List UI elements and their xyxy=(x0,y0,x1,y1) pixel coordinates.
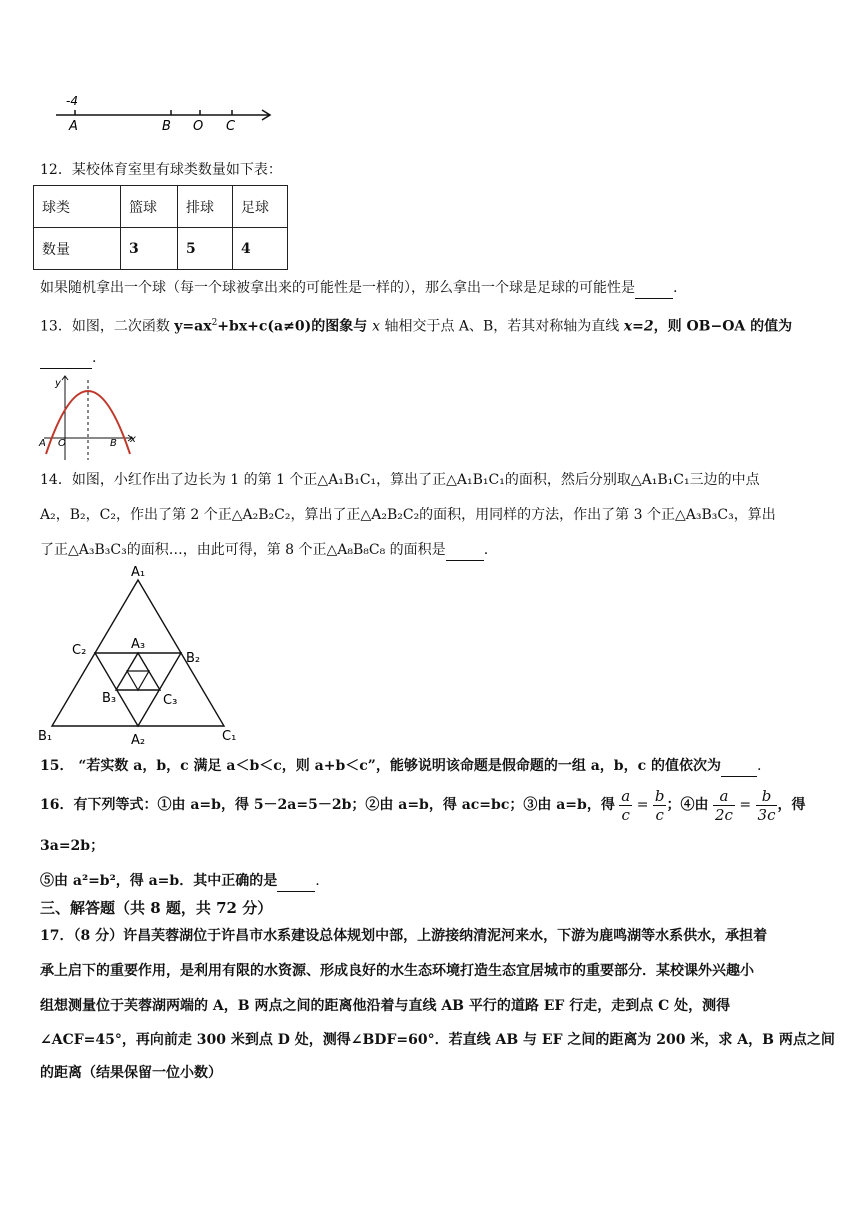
answer-blank xyxy=(721,756,757,777)
table-cell: 3 xyxy=(121,228,178,270)
q13-text: +bx+c(a≠0)的图象与 xyxy=(217,318,373,335)
fraction-num: a xyxy=(621,786,631,805)
label-b1: B₁ xyxy=(38,729,53,744)
table-cell: 球类 xyxy=(34,186,121,228)
label-a2: A₂ xyxy=(131,733,146,748)
q12-stem: 12．某校体育室里有球类数量如下表： xyxy=(40,162,282,178)
q13-text: 轴相交于点 A、B，若其对称轴为直线 xyxy=(380,318,624,335)
q17-line5: 的距离（结果保留一位小数） xyxy=(40,1065,222,1081)
q14-text: 了正△A₃B₃C₃的面积…，由此可得，第 8 个正△A₈B₈C₈ 的面积是 xyxy=(40,542,446,558)
parabola-figure xyxy=(38,372,142,462)
label-a3: A₃ xyxy=(131,637,146,652)
fraction xyxy=(653,787,667,824)
o-label: O xyxy=(58,438,66,449)
tick-value-label: -4 xyxy=(66,94,78,108)
q14-line3 xyxy=(40,540,488,561)
number-line-figure xyxy=(50,88,280,136)
table-cell: 数量 xyxy=(34,228,121,270)
fraction-den: 3c xyxy=(757,805,776,824)
q16-text: 16．有下列等式：①由 a=b，得 5－2a=5－2b；②由 a=b，得 ac=bc；③由 a=b，得 xyxy=(40,797,615,813)
q16-text: ；④由 xyxy=(666,797,709,813)
fraction-num: a xyxy=(713,787,735,806)
q12-end: . xyxy=(673,280,678,296)
q13-text: ，则 OB−OA 的值为 xyxy=(653,318,793,335)
q16-line2: 3a=2b； xyxy=(40,838,105,854)
q13-x-var: x xyxy=(372,318,380,335)
point-c-label: C xyxy=(226,119,236,134)
q13-axis: x=2 xyxy=(623,318,654,335)
point-a-label: A xyxy=(69,119,78,134)
table-cell: 4 xyxy=(233,228,288,270)
fraction-num: b xyxy=(654,786,665,805)
q16-line1 xyxy=(40,783,805,827)
answer-blank xyxy=(635,278,673,299)
equals-sign: = xyxy=(636,797,649,813)
answer-blank xyxy=(277,871,315,892)
label-c3: C₃ xyxy=(163,693,178,708)
fraction xyxy=(713,787,735,824)
table-cell: 篮球 xyxy=(121,186,178,228)
fraction-num: b xyxy=(756,787,778,806)
answer-blank xyxy=(40,348,92,369)
q15-stem xyxy=(40,756,761,777)
fraction-den: c xyxy=(621,805,630,824)
q13-function: y=ax xyxy=(174,318,212,335)
label-b3: B₃ xyxy=(102,691,117,706)
q14-line1: 14．如图，小红作出了边长为 1 的第 1 个正△A₁B₁C₁，算出了正△A₁B₁C₁的面积，然后分别取△A₁B₁C₁三边的中点 xyxy=(40,472,760,488)
q15-end: . xyxy=(756,758,762,774)
q16-text: ⑤由 a²=b²，得 a=b．其中正确的是 xyxy=(40,873,278,889)
answer-blank xyxy=(446,540,484,561)
equals-sign: = xyxy=(739,797,752,813)
label-c1: C₁ xyxy=(222,729,237,744)
label-b2: B₂ xyxy=(186,651,201,666)
q17-line2: 承上启下的重要作用，是利用有限的水资源、形成良好的水生态环境打造生态宜居城市的重要部分．某校课外兴趣小 xyxy=(40,963,754,979)
q14-end: . xyxy=(483,542,489,558)
section-heading: 三、解答题（共 8 题，共 72 分） xyxy=(40,899,273,917)
point-b-label: B xyxy=(162,119,171,134)
q17-line3: 组想测量位于芙蓉湖两端的 A，B 两点之间的距离他沿着与直线 AB 平行的道路 EF 行走，走到点 C 处，测得 xyxy=(40,998,731,1014)
fraction-den: 2c xyxy=(714,805,733,824)
q16-end: . xyxy=(315,873,320,889)
q12-question xyxy=(40,278,677,299)
q17-line1: 17．（8 分）许昌芙蓉湖位于许昌市水系建设总体规划中部，上游接纳清泥河来水，下游为鹿鸣湖等水系供水，承担着 xyxy=(40,928,768,944)
a-label: A xyxy=(39,438,46,449)
label-a1: A₁ xyxy=(131,565,146,580)
fraction xyxy=(756,787,778,824)
x-label: x xyxy=(130,434,136,445)
table-cell: 5 xyxy=(178,228,233,270)
table-cell: 足球 xyxy=(233,186,288,228)
q13-stem: 13．如图，二次函数 $y=ax^2+bx+c(a\ne 0)$的图象与 x 轴相交于点 A、B，若其对称轴为直线 x=2，则 OB−OA 的值为 xyxy=(40,318,793,335)
ball-count-table xyxy=(33,185,288,270)
q17-line4: ∠ACF=45°，再向前走 300 米到点 D 处，测得∠BDF=60°．若直线 AB 与 EF 之间的距离为 200 米，求 A，B 两点之间 xyxy=(40,1032,835,1048)
q13-text: 13．如图，二次函数 xyxy=(40,318,175,335)
b-label: B xyxy=(110,438,117,449)
triangle-4 xyxy=(127,671,149,690)
table-row xyxy=(34,228,288,270)
label-c2: C₂ xyxy=(72,643,87,658)
point-o-label: O xyxy=(193,119,204,134)
q13-end: . xyxy=(92,350,97,366)
table-cell: 排球 xyxy=(178,186,233,228)
q14-line2: A₂，B₂，C₂，作出了第 2 个正△A₂B₂C₂，算出了正△A₂B₂C₂的面积，用同样的方法，作出了第 3 个正△A₃B₃C₃，算出 xyxy=(40,507,776,523)
y-label: y xyxy=(55,378,61,389)
q16-line3 xyxy=(40,871,320,892)
q13-answer xyxy=(40,348,96,369)
nested-triangles-figure xyxy=(36,562,248,750)
table-header-row xyxy=(34,186,288,228)
q15-text: 15． “若实数 a，b，c 满足 a＜b＜c，则 a+b＜c”，能够说明该命题是假命题的一组 a，b，c 的值依次为 xyxy=(40,758,721,774)
fraction-den: c xyxy=(655,805,664,824)
fraction xyxy=(619,787,632,824)
q16-text: ，得 xyxy=(777,797,806,813)
q12-question-text: 如果随机拿出一个球（每一个球被拿出来的可能性是一样的），那么拿出一个球是足球的可能性是 xyxy=(40,280,635,296)
